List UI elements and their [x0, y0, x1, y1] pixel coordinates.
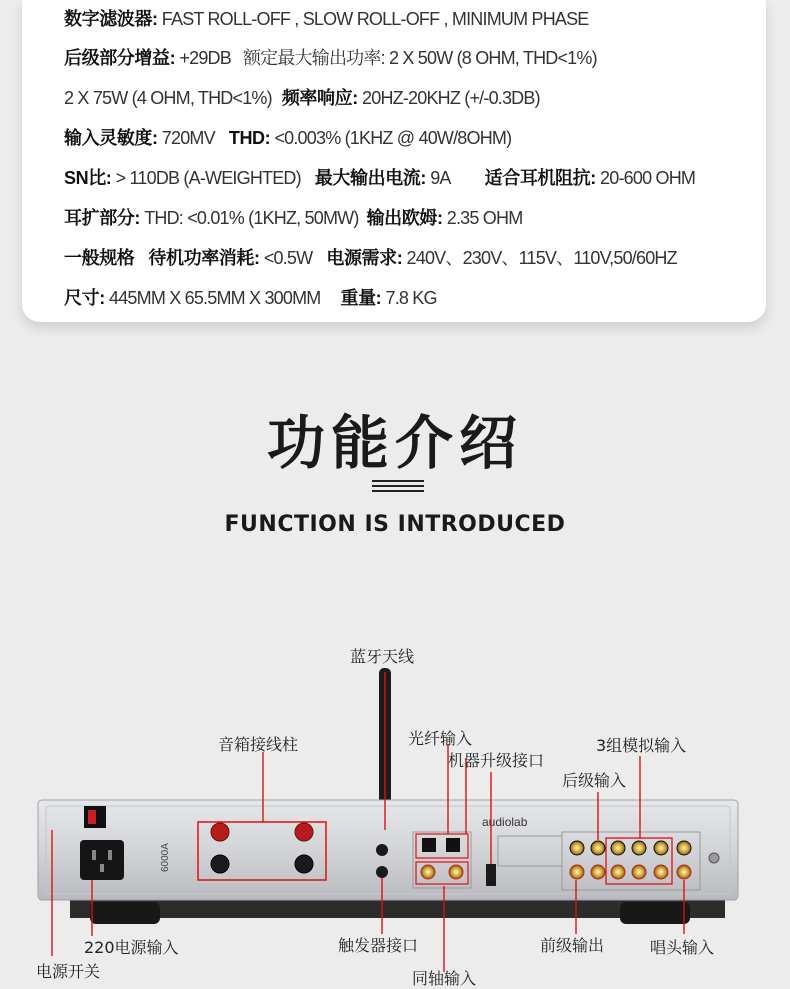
upgrade-port — [486, 864, 496, 886]
rca-connector — [654, 865, 668, 879]
rca-connector — [611, 865, 625, 879]
rca-connector — [611, 841, 625, 855]
label-preamp-output: 前级输出 — [540, 936, 605, 955]
label-trigger-port: 触发器接口 — [338, 936, 419, 955]
spec-sensitivity: 输入灵敏度: 720MV THD: <0.003% (1KHZ @ 40W/8OHM) — [64, 128, 512, 148]
spec-digital-filter: 数字滤波器: FAST ROLL-OFF , SLOW ROLL-OFF , MINIMUM PHASE — [64, 9, 589, 29]
label-power-input: 220电源输入 — [84, 938, 179, 957]
rca-connector — [632, 841, 646, 855]
speaker-terminal — [211, 855, 229, 873]
speaker-terminal — [295, 823, 313, 841]
spec-freq-response: 2 X 75W (4 OHM, THD<1%) 频率响应: 20HZ-20KHZ (+/-0.3DB) — [64, 88, 540, 108]
spec-size: 尺寸: 445MM X 65.5MM X 300MM 重量: 7.8 KG — [64, 288, 437, 308]
rca-connector — [570, 865, 584, 879]
model-text: 6000A — [160, 843, 171, 872]
brand-text: audiolab — [482, 815, 528, 829]
rca-connector — [677, 841, 691, 855]
section-subtitle: FUNCTION IS INTRODUCED — [224, 512, 566, 537]
power-inlet — [80, 840, 124, 880]
trigger-port — [376, 844, 388, 856]
rca-connector — [570, 841, 584, 855]
label-power-switch: 电源开关 — [36, 962, 101, 981]
spec-snr: SN比: > 110DB (A-WEIGHTED) 最大输出电流: 9A 适合耳机阻抗: 20-600 OHM — [64, 168, 696, 188]
optical-input — [446, 838, 460, 852]
speaker-terminal — [211, 823, 229, 841]
label-power-amp-input: 后级输入 — [562, 771, 627, 790]
title-divider-line — [372, 485, 424, 487]
label-upgrade-port: 机器升级接口 — [448, 751, 545, 770]
spec-card — [22, 0, 766, 322]
speaker-terminal — [295, 855, 313, 873]
title-divider-line — [372, 480, 424, 482]
label-bluetooth-antenna: 蓝牙天线 — [350, 647, 415, 666]
rca-connector — [632, 865, 646, 879]
rca-connector — [591, 865, 605, 879]
spec-general: 一般规格 待机功率消耗: <0.5W 电源需求: 240V、230V、115V、110V,50/60HZ — [64, 248, 677, 268]
section-title: 功能介绍 — [266, 409, 523, 477]
label-speaker-terminals: 音箱接线柱 — [218, 735, 299, 754]
ground-post — [709, 853, 719, 863]
label-optical-input: 光纤输入 — [408, 729, 473, 748]
title-divider-line — [372, 490, 424, 492]
rca-connector — [591, 841, 605, 855]
rca-connector — [654, 841, 668, 855]
coax-input — [449, 865, 463, 879]
trigger-port — [376, 866, 388, 878]
spec-headphone: 耳扩部分: THD: <0.01% (1KHZ, 50MW) 输出欧姆: 2.35 OHM — [64, 208, 523, 228]
label-analog-input: 3组模拟输入 — [596, 736, 687, 755]
label-phono-input: 唱头输入 — [650, 938, 715, 957]
optical-input — [422, 838, 436, 852]
rca-connector — [677, 865, 691, 879]
label-coax-input: 同轴输入 — [412, 969, 477, 988]
foot — [90, 902, 160, 924]
foot — [620, 902, 690, 924]
coax-input — [421, 865, 435, 879]
spec-gain: 后级部分增益: +29DB 额定最大输出功率: 2 X 50W (8 OHM, THD<1%) — [64, 48, 597, 68]
